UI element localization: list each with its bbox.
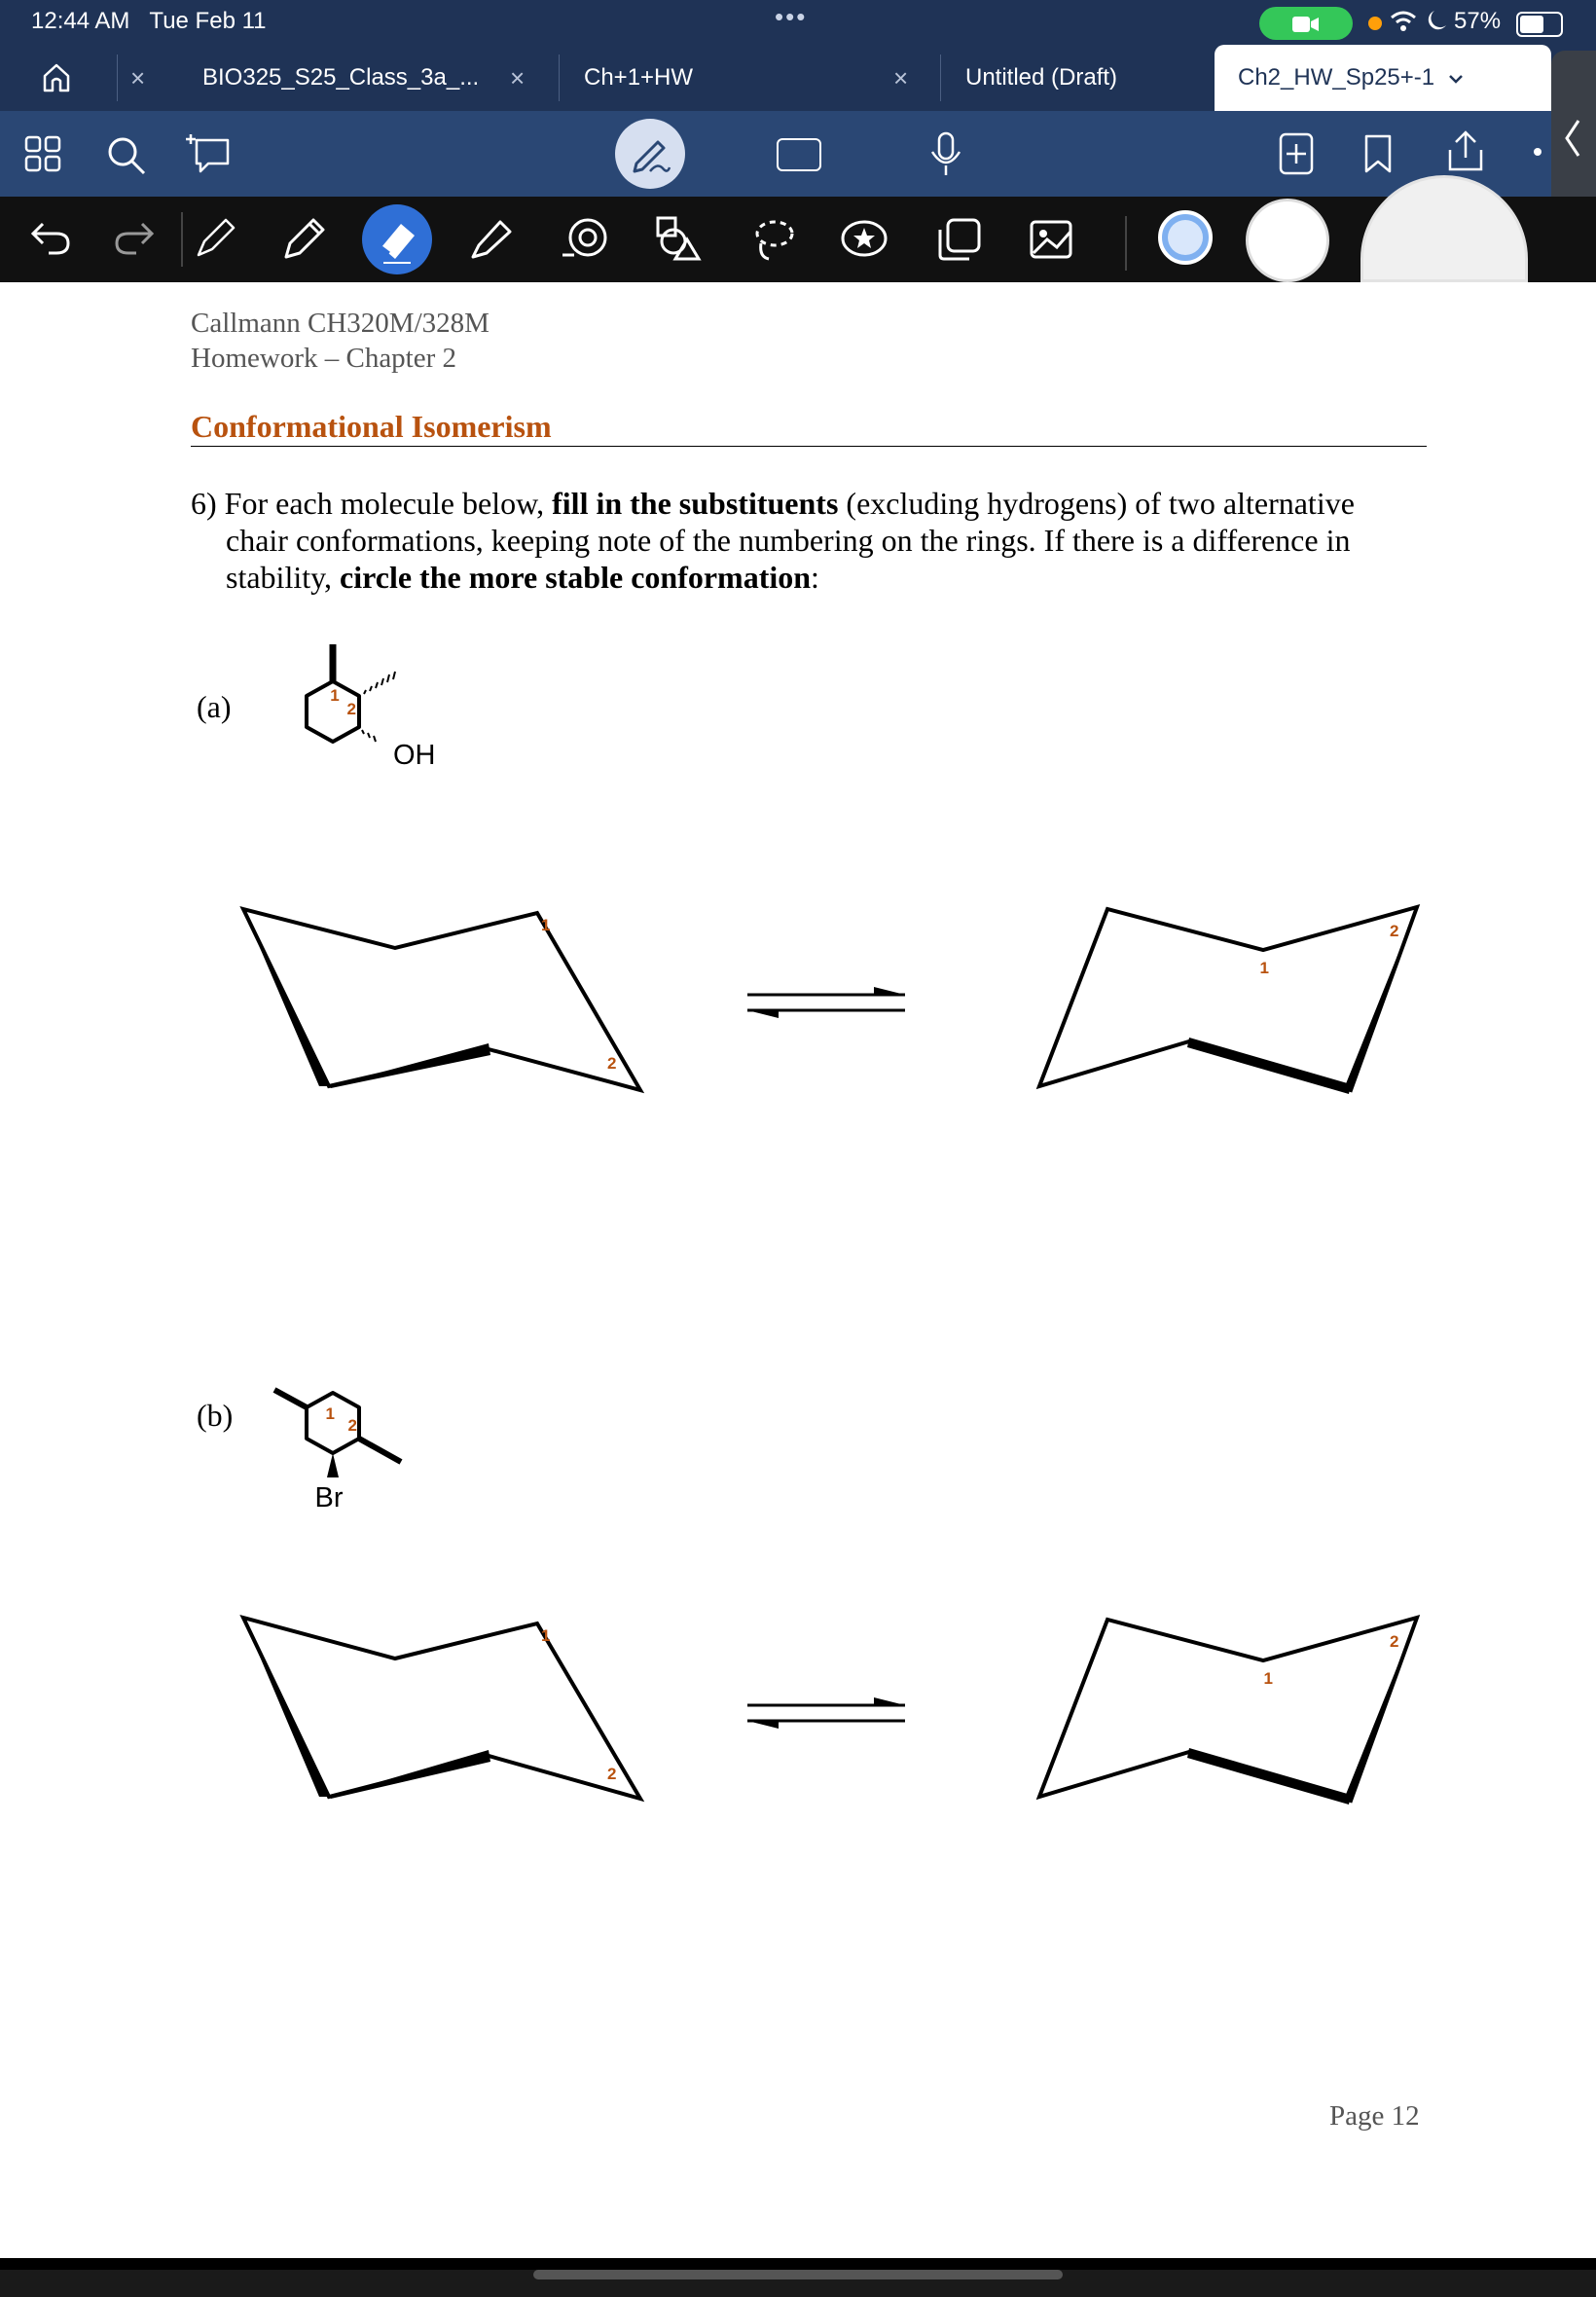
section-divider [191,446,1427,447]
undo-icon[interactable] [29,218,72,257]
chevron-down-icon[interactable] [1448,74,1464,84]
share-icon[interactable] [1444,128,1487,175]
chair-a-right [1032,895,1431,1100]
tab-divider [559,55,560,101]
mic-indicator-dot [1368,17,1382,30]
tab-divider [940,55,941,101]
chair-b-right [1032,1608,1431,1812]
locant-2: 2 [607,1765,617,1783]
tab-ch1-hw[interactable]: Ch+1+HW × [584,45,915,111]
locant-2: 2 [1390,1632,1399,1651]
tab-bio325[interactable]: BIO325_S25_Class_3a_... × [202,45,533,111]
highlighter-icon[interactable] [467,212,514,263]
lasso-shape-icon[interactable] [561,216,609,263]
eraser-icon [372,214,422,265]
home-icon[interactable] [39,60,74,95]
add-comment-icon[interactable] [185,130,236,177]
lasso-icon[interactable] [749,214,798,263]
add-page-icon[interactable] [1275,130,1318,177]
redo-icon[interactable] [113,218,156,257]
drawing-toolbar [0,197,1596,282]
close-icon[interactable]: × [893,63,909,92]
locant-1: 1 [1259,959,1269,977]
fountain-pen-icon[interactable] [191,212,237,263]
page-number: Page 12 [1329,2100,1420,2132]
locant-1: 1 [1263,1669,1273,1688]
pencil-icon[interactable] [280,212,327,263]
molecule-b-structure [263,1372,418,1518]
locant-1: 1 [325,1404,335,1423]
search-icon[interactable] [105,134,148,177]
camera-indicator [1259,7,1353,40]
question-text: 6) For each molecule below, fill in the substituents (excluding hydrogens) of two alternative chair conformations, keeping note of the numbering on the rings. If there is a difference in stability, circle the more stable conformation: [191,486,1355,595]
equilibrium-arrow-icon [744,981,909,1024]
tab-untitled-draft[interactable]: Untitled (Draft) [965,64,1118,91]
oh-label: OH [393,740,436,771]
locant-2: 2 [346,700,356,718]
locant-2: 2 [347,1416,357,1435]
shapes-icon[interactable] [654,214,703,263]
locant-2: 2 [607,1054,617,1073]
br-label: Br [314,1482,344,1513]
multitask-dots[interactable]: ••• [775,2,808,31]
more-dot-icon [1534,148,1542,156]
part-a-label: (a) [197,689,232,724]
tab-bar: × BIO325_S25_Class_3a_... × Ch+1+HW × Untitled (Draft) Ch2_HW_Sp25+-1 [0,45,1596,111]
video-icon [1292,16,1320,33]
image-icon[interactable] [1028,216,1074,263]
chair-a-left [234,895,652,1100]
chevron-left-icon [1563,117,1582,160]
color-swatch-selected[interactable] [1158,210,1213,265]
eraser-button[interactable] [362,204,432,274]
bookmark-icon[interactable] [1359,132,1397,175]
text-box-icon[interactable] [936,216,983,263]
locant-1: 1 [330,686,340,705]
keyboard-icon[interactable] [777,138,821,171]
clock: 12:44 AM Tue Feb 11 [31,8,267,34]
homework-header: Homework – Chapter 2 [191,343,457,374]
equilibrium-arrow-icon [744,1692,909,1734]
part-b-label: (b) [197,1398,234,1433]
course-header: Callmann CH320M/328M [191,308,490,339]
battery-icon [1516,12,1563,37]
section-title: Conformational Isomerism [191,409,552,444]
microphone-icon[interactable] [925,130,967,177]
sticker-icon[interactable] [839,214,889,263]
pen-mode-button[interactable] [615,119,685,189]
wifi-moon-icon [1390,8,1450,40]
tab-ch2-hw[interactable]: Ch2_HW_Sp25+-1 [1215,45,1551,111]
pen-icon [629,132,671,175]
bottom-bar [0,2258,1596,2297]
toolbar-divider [181,212,183,267]
molecule-a-structure [292,633,457,779]
battery-percent: 57% [1454,8,1502,34]
status-bar [0,0,1596,45]
color-swatch[interactable] [1246,199,1329,282]
grid-view-icon[interactable] [23,134,62,173]
locant-1: 1 [541,1626,551,1645]
tab-divider [117,55,118,101]
chair-b-left [234,1608,652,1812]
home-indicator[interactable] [533,2270,1063,2279]
locant-1: 1 [541,916,551,934]
close-icon[interactable]: × [510,63,526,92]
locant-2: 2 [1390,922,1399,940]
toolbar-divider [1125,216,1127,271]
